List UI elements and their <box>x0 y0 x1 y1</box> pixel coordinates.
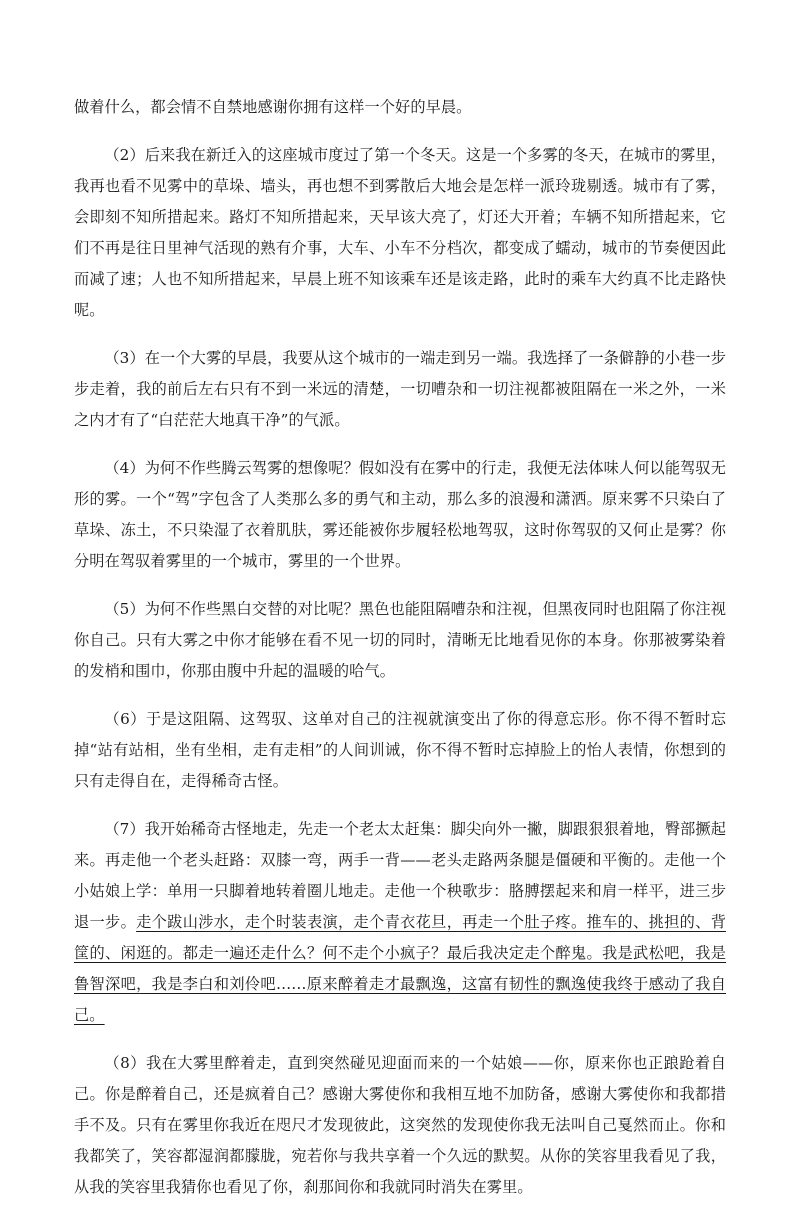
paragraph-text: （8）我在大雾里醉着走，直到突然碰见迎面而来的一个姑娘——你，原来你也正踉跄着自己。你是醉着自己，还是疯着自己？感谢大雾使你和我相互地不加防备，感谢大雾使你和我都措手不及。只有在雾里你我近在咫尺才发现彼此，这突然的发现使你我无法叫自己戛然而止。你和我都笑了，笑容都湿润都朦胧，宛若你与我共享着一个久远的默契。从你的笑容里我看见了我，从我的笑容里我猜你也看见了你，刹那间你和我就同时消失在雾里。 <box>74 1054 726 1196</box>
paragraph-8 <box>74 1048 726 1203</box>
paragraph-text: 做着什么，都会情不自禁地感谢你拥有这样一个好的早晨。 <box>74 98 472 116</box>
paragraph-text: （6）于是这阻隔、这驾驭、这单对自己的注视就演变出了你的得意忘形。你不得不暂时忘掉“站有站相，坐有坐相，走有走相”的人间训诫，你不得不暂时忘掉脸上的怡人表情，你想到的只有走得自在，走得稀奇古怪。 <box>74 710 726 790</box>
underlined-passage: 走个跋山涉水，走个时装表演，走个青衣花旦，再走一个肚子疼。推车的、挑担的、背筐的、闲逛的。都走一遍还走什么？何不走个小疯子？最后我决定走个醉鬼。我是武松吧，我是鲁智深吧，我是李白和刘伶吧……原来醉着走才最飘逸，这富有韧性的飘逸使我终于感动了我自己。 <box>74 913 726 1024</box>
paragraph-text: （5）为何不作些黑白交替的对比呢？黑色也能阻隔嘈杂和注视，但黑夜同时也阻隔了你注视你自己。只有大雾之中你才能够在看不见一切的同时，清晰无比地看见你的本身。你那被雾染着的发梢和围巾，你那由腹中升起的温暖的哈气。 <box>74 600 726 680</box>
paragraph-7 <box>74 814 726 1031</box>
paragraph-3 <box>74 343 726 436</box>
paragraph-2 <box>74 140 726 326</box>
paragraph-text: （7）我开始稀奇古怪地走，先走一个老太太赶集：脚尖向外一撇，脚跟狠狠着地，臀部撅起来。再走他一个老头赶路：双膝一弯，两手一背——老头走路两条腿是僵硬和平衡的。走他一个小姑娘上学：单用一只脚着地转着圈儿地走。走他一个秧歌步：胳膊摆起来和肩一样平，进三步退一步。 <box>74 820 726 931</box>
paragraph-text: （3）在一个大雾的早晨，我要从这个城市的一端走到另一端。我选择了一条僻静的小巷一步步走着，我的前后左右只有不到一米远的清楚，一切嘈杂和一切注视都被阻隔在一米之外，一米之内才有了“白茫茫大地真干净”的气派。 <box>74 349 726 429</box>
paragraph-1-continuation <box>74 92 726 123</box>
document-page <box>74 92 726 1220</box>
paragraph-6 <box>74 704 726 797</box>
paragraph-4 <box>74 453 726 577</box>
paragraph-text: （2）后来我在新迁入的这座城市度过了第一个冬天。这是一个多雾的冬天，在城市的雾里，我再也看不见雾中的草垛、墙头，再也想不到雾散后大地会是怎样一派玲珑剔透。城市有了雾，会即刻不知所措起来。路灯不知所措起来，天早该大亮了，灯还大开着；车辆不知所措起来，它们不再是往日里神气活现的熟有介事，大车、小车不分档次，都变成了蠕动，城市的节奏便因此而减了速；人也不知所措起来，早晨上班不知该乘车还是该走路，此时的乘车大约真不比走路快呢。 <box>74 146 726 319</box>
paragraph-5 <box>74 594 726 687</box>
paragraph-text: （4）为何不作些腾云驾雾的想像呢？假如没有在雾中的行走，我便无法体味人何以能驾驭无形的雾。一个“驾”字包含了人类那么多的勇气和主动，那么多的浪漫和潇洒。原来雾不只染白了草垛、冻土，不只染湿了衣着肌肤，雾还能被你步履轻松地驾驭，这时你驾驭的又何止是雾？你分明在驾驭着雾里的一个城市，雾里的一个世界。 <box>74 459 726 570</box>
